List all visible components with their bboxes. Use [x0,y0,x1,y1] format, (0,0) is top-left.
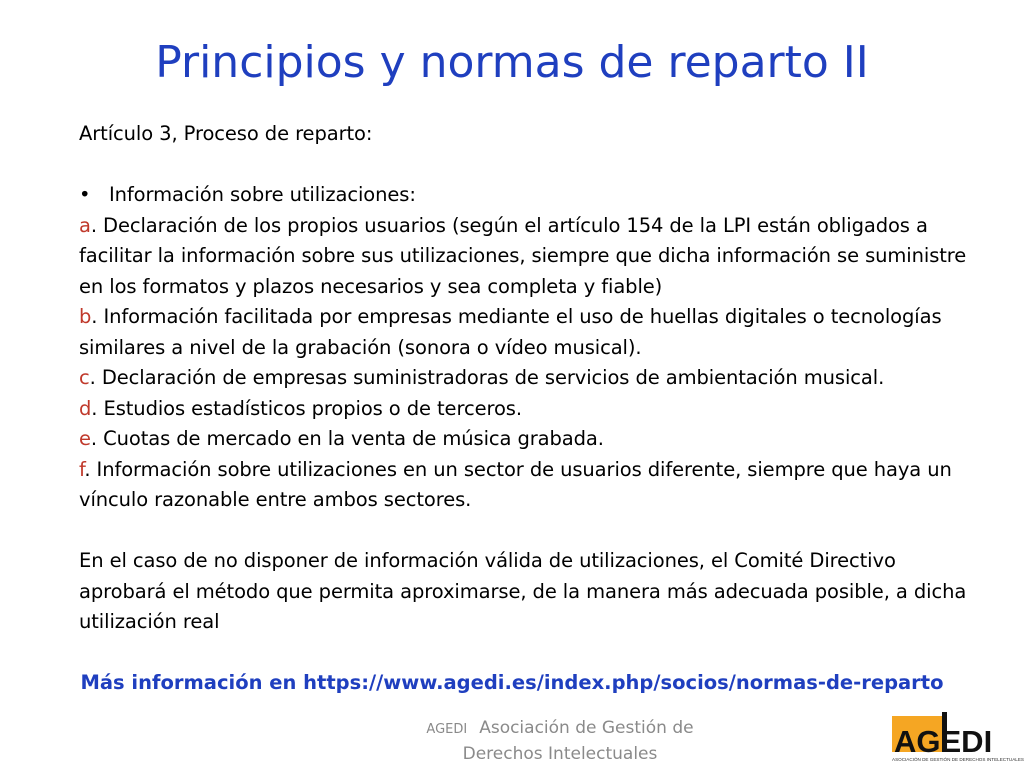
spacer [79,516,989,547]
item-letter: e [79,427,91,450]
list-item-b [79,302,989,363]
footer-org-line2: Derechos Intelectuales [462,744,658,764]
bullet-item [79,180,989,211]
list-item-c [79,363,989,394]
logo-wordmark: AGEDI [894,724,993,759]
item-text: . Información sobre utilizaciones en un sector de usuarios diferente, siempre que haya un vínculo razonable entre ambos sectores. [79,457,952,511]
closing-paragraph: En el caso de no disponer de información válida de utilizaciones, el Comité Directivo aprobará el método que permita aproximarse, de la manera más adecuada posible, a dicha utilización real [79,549,967,633]
slide-content [79,119,989,638]
item-letter: f [79,457,85,481]
more-info-link[interactable]: Más información en https://www.agedi.es/index.php/socios/normas-de-reparto [80,671,944,694]
bullet-text: Información sobre utilizaciones: [109,183,416,206]
item-letter: d [79,396,92,420]
list-item-e [79,424,989,455]
agedi-logo [886,710,1024,764]
footer-org-short: AGEDI [426,722,468,737]
bullet-symbol: • [79,183,91,206]
article-heading: Artículo 3, Proceso de reparto: [79,122,373,145]
item-letter: a [79,213,91,237]
agedi-logo-graphic [886,710,1024,764]
item-text: . Cuotas de mercado en la venta de música grabada. [90,427,604,450]
footer-organization [400,716,720,766]
list-item-d [79,394,989,425]
list-item-a [79,211,989,303]
logo-tagline: ASOCIACIÓN DE GESTIÓN DE DERECHOS INTELECTUALES [892,757,1024,762]
list-item-f [79,455,989,516]
footer-org-line1: Asociación de Gestión de [479,718,694,738]
item-letter: c [79,366,90,389]
spacer [79,150,989,181]
item-text: . Información facilitada por empresas mediante el uso de huellas digitales o tecnologías similares a nivel de la grabación (sonora o vídeo musical). [79,305,942,359]
item-text: . Estudios estadísticos propios o de terceros. [91,396,522,420]
slide-title: Principios y normas de reparto II [155,37,869,88]
item-letter: b [79,305,92,328]
item-text: . Declaración de los propios usuarios (según el artículo 154 de la LPI están obligados a facilitar la información sobre sus utilizaciones, siempre que dicha información se suministre en los formatos y plazos necesarios y sea completa y fiable) [79,213,967,298]
item-text: . Declaración de empresas suministradoras de servicios de ambientación musical. [89,366,885,389]
